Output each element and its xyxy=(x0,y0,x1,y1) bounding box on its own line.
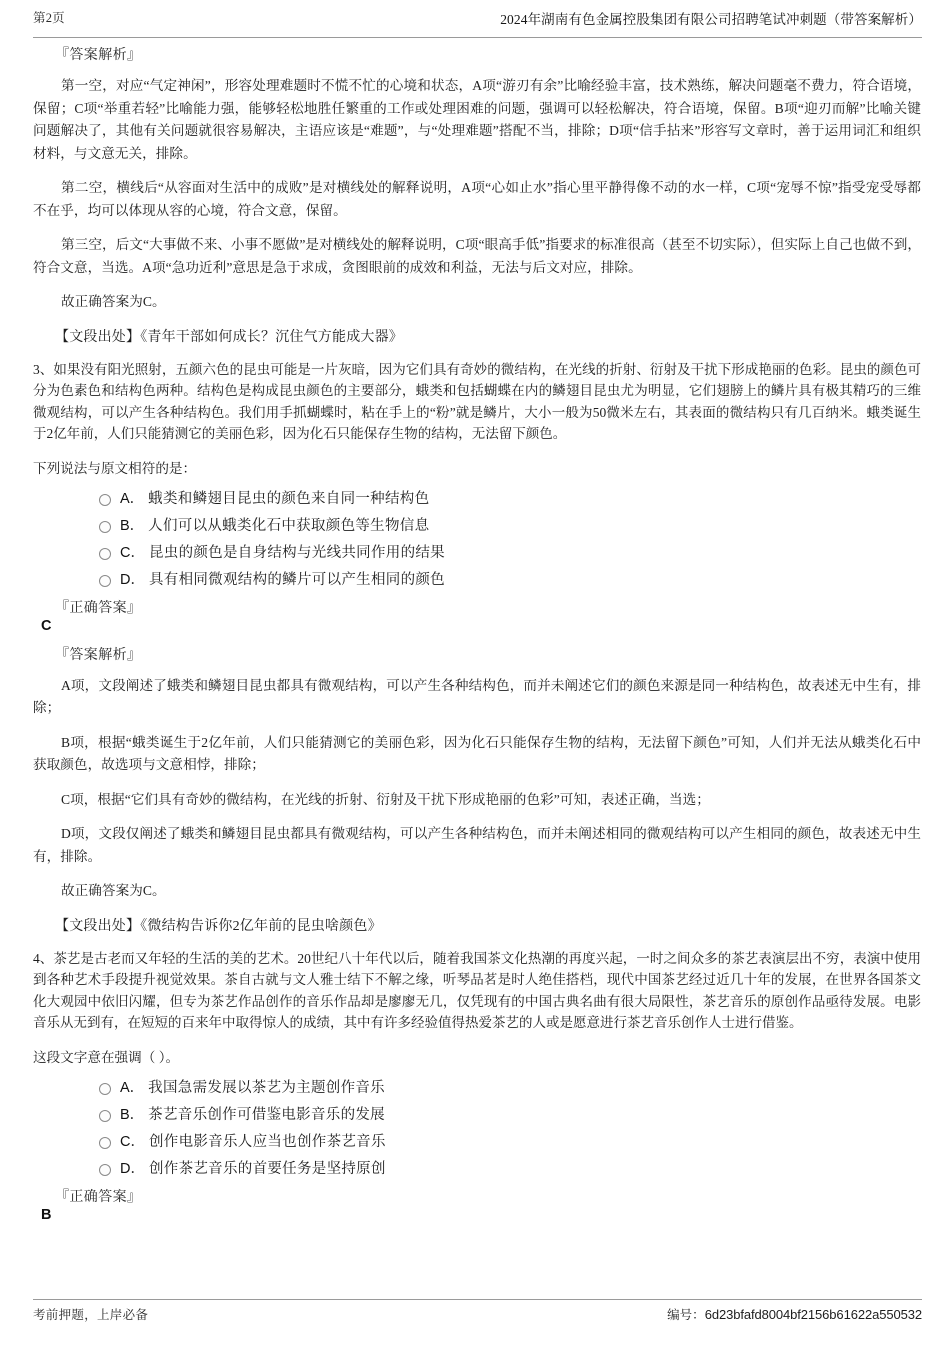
analysis-conclusion-3: 故正确答案为C。 xyxy=(61,883,166,898)
document-body xyxy=(33,44,921,1233)
question-passage-3: 3、如果没有阳光照射，五颜六色的昆虫可能是一片灰暗，因为它们具有奇妙的微结构，在光线的折射、衍射及干扰下形成艳丽的色彩。昆虫的颜色可分为色素色和结构色两种。结构色是构成昆虫颜色的主要部分，蛾类和包括蝴蝶在内的鳞翅目昆虫尤为明显，它们翅膀上的鳞片具有极其精巧的三维微观结构，可以产生各种结构色。我们用手抓蝴蝶时，粘在手上的“粉”就是鳞片，大小一般为50微米左右，其表面的微结构只有几百纳米。蛾类诞生于2亿年前，人们只能猜测它的美丽色彩，因为化石只能保存生物的结构，无法留下颜色。 xyxy=(33,361,921,441)
option-row-c[interactable] xyxy=(33,1132,921,1152)
analysis-paragraph-blank2: 第二空，横线后“从容面对生活中的成败”是对横线处的解释说明，A项“心如止水”指心里平静得像不动的水一样，C项“宠辱不惊”指受宠受辱都不在乎，均可以体现从容的心境，符合文意，保留。 xyxy=(33,180,921,218)
analysis-option-d-3: D项，文段仅阐述了蛾类和鳞翅目昆虫都具有微观结构，可以产生各种结构色，而并未阐述相同的微观结构可以产生相同的颜色，故表述无中生有，排除。 xyxy=(33,826,921,864)
page-header xyxy=(33,8,922,38)
radio-button-icon[interactable] xyxy=(99,575,111,587)
question-prompt-3: 下列说法与原文相符的是： xyxy=(33,460,197,476)
option-row-d[interactable] xyxy=(33,570,921,590)
option-text: 蛾类和鳞翅目昆虫的颜色来自同一种结构色 xyxy=(148,490,430,507)
option-letter: C． xyxy=(120,544,145,561)
radio-button-icon[interactable] xyxy=(99,548,111,560)
page-footer xyxy=(33,1299,922,1323)
option-row-a[interactable] xyxy=(33,489,921,509)
option-letter: B． xyxy=(120,1106,145,1123)
correct-answer-label-4: 『正确答案』 xyxy=(55,1189,142,1205)
correct-answer-label-3: 『正确答案』 xyxy=(55,600,142,616)
radio-button-icon[interactable] xyxy=(99,1083,111,1095)
option-text: 昆虫的颜色是自身结构与光线共同作用的结果 xyxy=(148,544,445,561)
option-letter: D． xyxy=(120,571,145,588)
analysis-paragraph-blank3: 第三空，后文“大事做不来、小事不愿做”是对横线处的解释说明，C项“眼高手低”指要求的标准很高（甚至不切实际），但实际上自己也做不到，符合文意，当选。A项“急功近利”意思是急于求成，贪图眼前的成效和利益，无法与后文对应，排除。 xyxy=(33,237,921,275)
option-text: 我国急需发展以茶艺为主题创作音乐 xyxy=(148,1079,385,1096)
option-row-b[interactable] xyxy=(33,1105,921,1125)
option-list-3 xyxy=(33,489,921,590)
option-letter: A． xyxy=(120,1079,145,1096)
correct-answer-value-3: C xyxy=(41,617,52,634)
option-letter: A． xyxy=(120,490,145,507)
correct-answer-value-4: B xyxy=(41,1206,52,1223)
answer-analysis-label-3: 『答案解析』 xyxy=(55,647,142,663)
answer-analysis-label-q2: 『答案解析』 xyxy=(55,48,142,63)
radio-button-icon[interactable] xyxy=(99,494,111,506)
option-letter: C． xyxy=(120,1133,145,1150)
option-text: 具有相同微观结构的鳞片可以产生相同的颜色 xyxy=(148,571,445,588)
option-letter: D． xyxy=(120,1160,145,1177)
analysis-paragraph-blank1: 第一空，对应“气定神闲”，形容处理难题时不慌不忙的心境和状态，A项“游刃有余”比喻经验丰富，技术熟练，解决问题毫不费力，符合语境，保留；C项“举重若轻”比喻能力强，能够轻松地胜任繁重的工作或处理困难的问题，强调可以轻松解决，符合语境，保留。B项“迎刃而解”比喻关键问题解决了，其他有关问题就很容易解决，主语应该是“难题”，与“处理难题”搭配不当，排除；D项“信手拈来”形容写文章时，善于运用词汇和组织材料，与文意无关，排除。 xyxy=(33,78,921,161)
footer-code xyxy=(667,1305,922,1323)
option-list-4 xyxy=(33,1078,921,1179)
option-row-d[interactable] xyxy=(33,1159,921,1179)
radio-button-icon[interactable] xyxy=(99,521,111,533)
radio-button-icon[interactable] xyxy=(99,1110,111,1122)
analysis-option-a-3: A项，文段阐述了蛾类和鳞翅目昆虫都具有微观结构，可以产生各种结构色，而并未阐述它们的颜色来源是同一种结构色，故表述无中生有，排除； xyxy=(33,677,921,715)
option-text: 茶艺音乐创作可借鉴电影音乐的发展 xyxy=(148,1106,385,1123)
option-letter: B． xyxy=(120,517,145,534)
option-text: 创作茶艺音乐的首要任务是坚持原创 xyxy=(148,1160,386,1177)
option-text: 创作电影音乐人应当也创作茶艺音乐 xyxy=(148,1133,386,1150)
footer-slogan: 考前押题，上岸必备 xyxy=(33,1308,149,1322)
analysis-conclusion-q2: 故正确答案为C。 xyxy=(61,294,166,309)
option-row-b[interactable] xyxy=(33,516,921,536)
analysis-option-b-3: B项，根据“蛾类诞生于2亿年前，人们只能猜测它的美丽色彩，因为化石只能保存生物的结构，无法留下颜色”可知，人们并无法从蛾类化石中获取颜色，故选项与文意相悖，排除； xyxy=(33,734,921,772)
page-number-label: 第2页 xyxy=(33,11,65,25)
question-prompt-4: 这段文字意在强调（ ）。 xyxy=(33,1049,180,1065)
option-row-a[interactable] xyxy=(33,1078,921,1098)
analysis-option-c-3: C项，根据“它们具有奇妙的微结构，在光线的折射、衍射及干扰下形成艳丽的色彩”可知，表述正确，当选； xyxy=(61,791,710,807)
footer-code-value: 6d23bfafd8004bf2156b61622a550532 xyxy=(704,1307,922,1322)
radio-button-icon[interactable] xyxy=(99,1164,111,1176)
radio-button-icon[interactable] xyxy=(99,1137,111,1149)
passage-source-q2: 【文段出处】《青年干部如何成长？沉住气方能成大器》 xyxy=(55,329,403,345)
option-text: 人们可以从蛾类化石中获取颜色等生物信息 xyxy=(148,517,430,534)
footer-code-label: 编号： xyxy=(667,1308,705,1322)
passage-source-3: 【文段出处】《微结构告诉你2亿年前的昆虫啥颜色》 xyxy=(55,918,382,934)
document-title: 2024年湖南有色金属控股集团有限公司招聘笔试冲刺题（带答案解析） xyxy=(500,12,922,27)
question-passage-4: 4、茶艺是古老而又年轻的生活的美的艺术。20世纪八十年代以后，随着我国茶文化热潮的再度兴起，一时之间众多的茶艺表演层出不穷，表演中使用到各种艺术手段提升视觉效果。茶自古就与文人雅士结下不解之缘，听琴品茗是时人绝佳搭档，现代中国茶艺经过近几十年的发展，在世界各国茶文化大观园中依旧闪耀，但专为茶艺作品创作的音乐作品却是廖廖无几，仅凭现有的中国古典名曲有很大局限性，茶艺音乐的原创作品亟待发展。电影音乐从无到有，在短短的百来年中取得惊人的成绩，其中有许多经验值得热爱茶艺的人或是愿意进行茶艺音乐创作人士进行借鉴。 xyxy=(33,950,921,1030)
option-row-c[interactable] xyxy=(33,543,921,563)
